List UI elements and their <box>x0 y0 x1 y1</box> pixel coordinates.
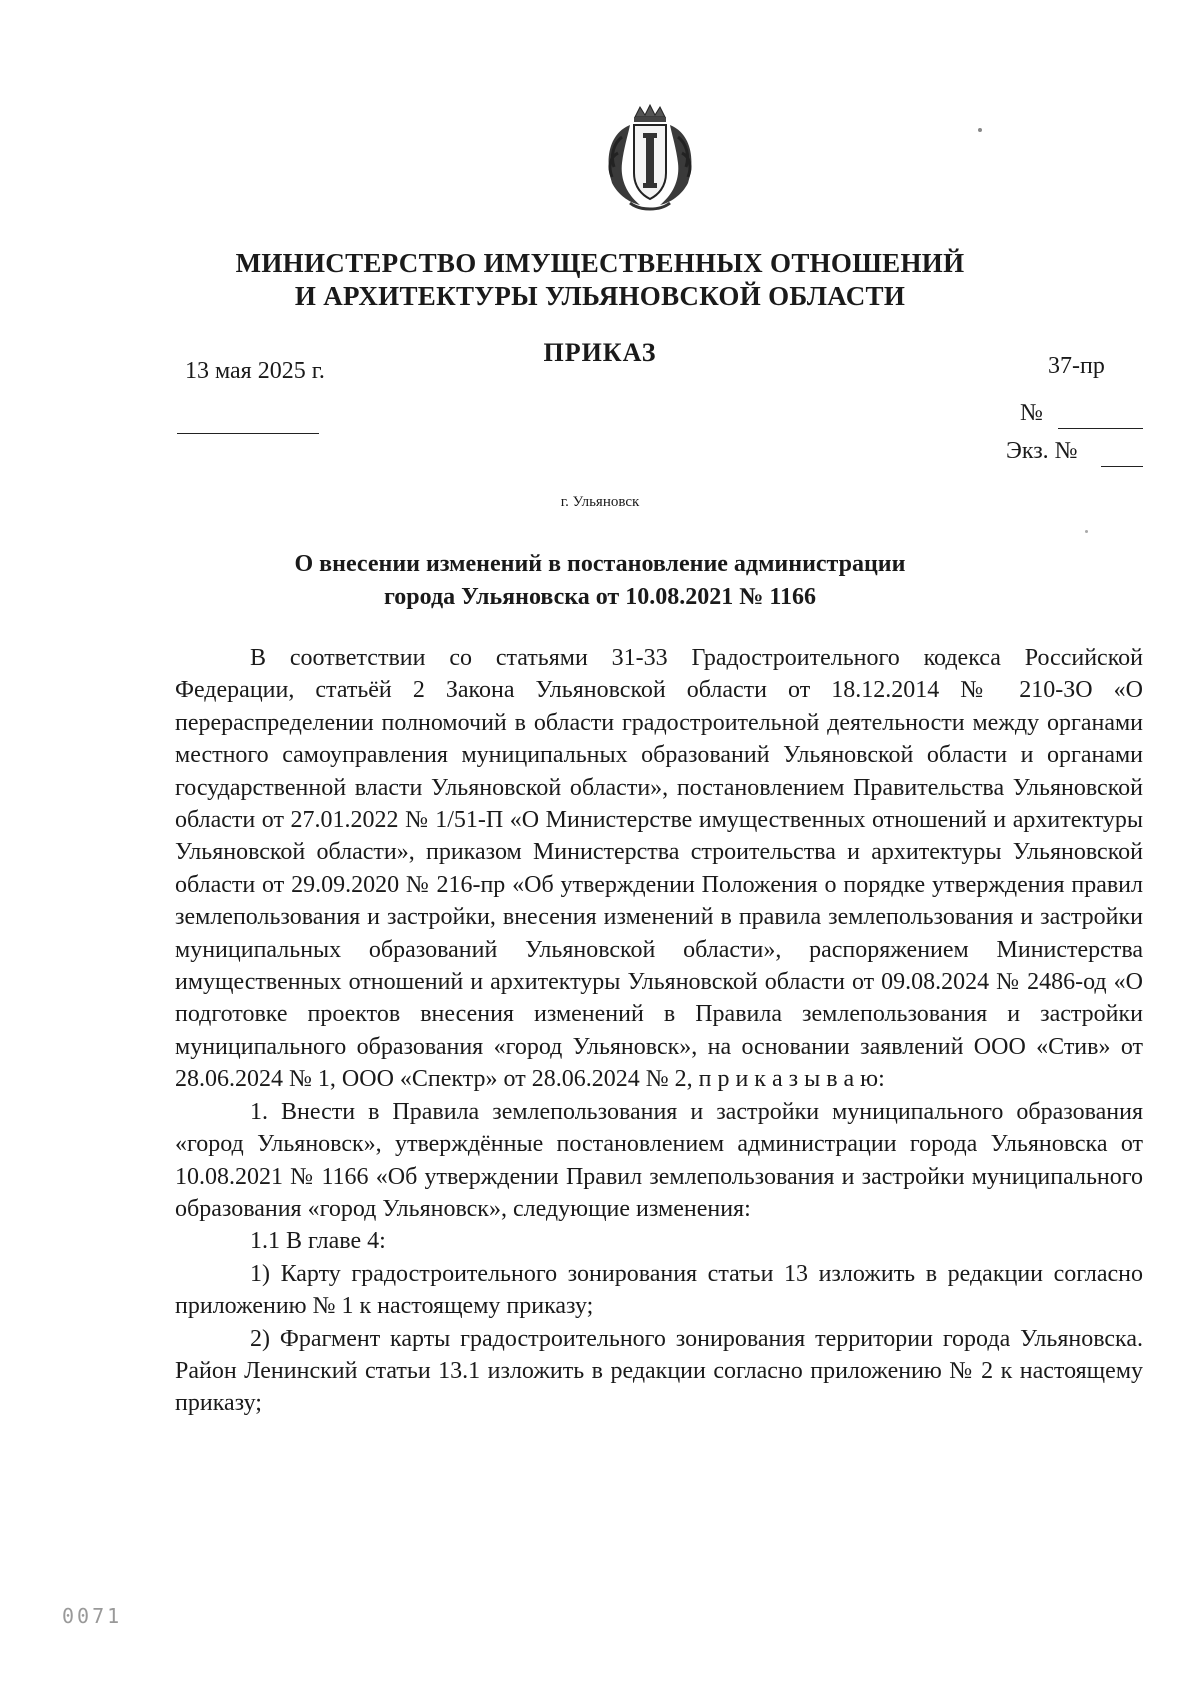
scan-speck <box>978 128 982 132</box>
number-label: № <box>1020 400 1043 426</box>
preamble-paragraph: В соответствии со статьями 31-33 Градостроительного кодекса Российской Федерации, статьёй 2 Закона Ульяновской области от 18.12.2014 № 210-ЗО «О перераспределении полномочий в области градостроительной деятельности между органами местного самоуправления муниципальных образований Ульяновской области и органами государственной власти Ульяновской области», постановлением Правительства Ульяновской области от 27.01.2022 № 1/51-П «О Министерстве имущественных отношений и архитектуры Ульяновской области», приказом Министерства строительства и архитектуры Ульяновской области от 29.09.2020 № 216-пр «Об утверждении Положения о порядке утверждения правил землепользования и застройки, внесения изменений в правила землепользования и застройки муниципальных образований Ульяновской области», распоряжением Министерства имущественных отношений и архитектуры Ульяновской области от 09.08.2024 № 2486-од «О подготовке проектов внесения изменений в Правила землепользования и застройки муниципального образования «город Ульяновск», на основании заявлений ООО «Стив» от 28.06.2024 № 1, ООО «Спектр» от 28.06.2024 № 2, п р и к а з ы в а ю: <box>175 645 1143 1093</box>
item-1-paragraph: 1. Внести в Правила землепользования и застройки муниципального образования «город Ульяновск», утверждённые постановлением администрации города Ульяновска от 10.08.2021 № 1166 «Об утверждении Правил землепользования и застройки муниципального образования «город Ульяновск», следующие изменения: <box>175 1098 1143 1222</box>
copy-number-label: Экз. № <box>1006 438 1078 464</box>
copy-number-underline <box>1101 466 1143 467</box>
city-name: г. Ульяновск <box>560 494 640 510</box>
date-underline <box>177 433 319 434</box>
document-type: ПРИКАЗ <box>543 338 657 367</box>
item-1-1-paragraph: 1.1 В главе 4: <box>250 1228 386 1255</box>
ministry-title-line1: МИНИСТЕРСТВО ИМУЩЕСТВЕННЫХ ОТНОШЕНИЙ <box>235 248 965 278</box>
coat-of-arms-emblem <box>600 103 700 213</box>
subject-line1: О внесении изменений в постановление администрации <box>294 551 906 577</box>
subject-line2: города Ульяновска от 10.08.2021 № 1166 <box>383 584 816 610</box>
document-number: 37-пр <box>1048 353 1105 379</box>
order-body <box>175 642 1143 1420</box>
page-stamp: 0071 <box>62 1604 123 1628</box>
number-underline <box>1058 428 1143 429</box>
subitem-2-paragraph: 2) Фрагмент карты градостроительного зонирования территории города Ульяновска. Район Ленинский статьи 13.1 изложить в редакции согласно приложению № 2 к настоящему приказу; <box>175 1325 1143 1417</box>
ministry-title-line2: И АРХИТЕКТУРЫ УЛЬЯНОВСКОЙ ОБЛАСТИ <box>294 281 906 311</box>
document-date: 13 мая 2025 г. <box>185 358 325 384</box>
subitem-1-paragraph: 1) Карту градостроительного зонирования статьи 13 изложить в редакции согласно приложению № 1 к настоящему приказу; <box>175 1260 1143 1320</box>
scan-speck <box>1085 530 1088 533</box>
